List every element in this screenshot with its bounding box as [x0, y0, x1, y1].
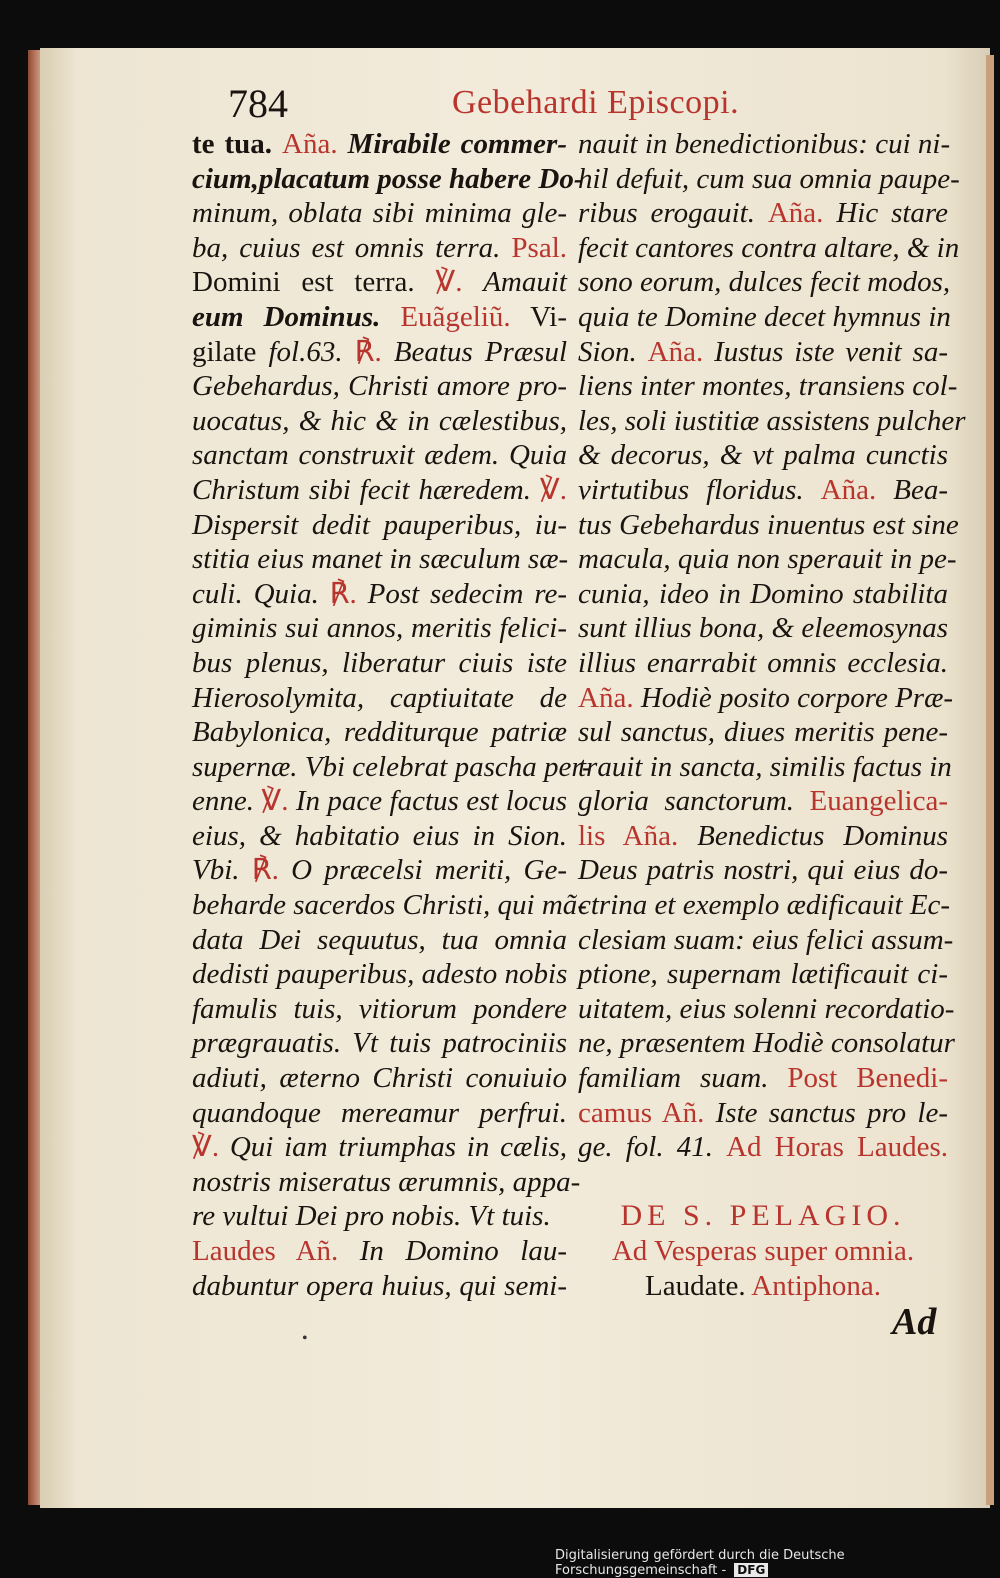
- text-segment: Domini est terra.: [192, 266, 436, 299]
- text-segment: ℟.: [251, 854, 292, 887]
- text-segment: minum, oblata sibi minima gle-: [192, 197, 567, 230]
- text-segment: sono eorum, dulces fecit modos,: [578, 266, 951, 299]
- text-segment: Deus patris nostri, qui eius do-: [578, 854, 948, 887]
- text-line: [192, 1269, 567, 1304]
- text-segment: dedisti pauperibus, adesto nobis: [192, 958, 568, 991]
- text-segment: Hierosolymita, captiuitate de: [192, 681, 567, 714]
- text-line: [578, 300, 951, 335]
- running-title: Gebehardi Episcopi.: [452, 84, 740, 121]
- text-line: [192, 1234, 567, 1269]
- text-segment: Antiphona.: [751, 1269, 881, 1302]
- text-line: [192, 196, 567, 231]
- text-segment: ℣.: [435, 266, 484, 299]
- text-segment: Aña.: [282, 128, 348, 160]
- text-line: [578, 819, 948, 854]
- text-line: [192, 438, 567, 473]
- credit-text: Digitalisierung gefördert durch die Deutsche Forschungsgemeinschaft -: [555, 1548, 845, 1578]
- text-line: [192, 715, 567, 750]
- text-segment: enne.: [192, 785, 262, 818]
- text-segment: supernæ. Vbi celebrat pascha per-: [192, 750, 592, 783]
- text-line: [192, 473, 567, 508]
- text-line: [578, 646, 948, 681]
- text-line: [578, 1199, 948, 1234]
- text-segment: lis Aña.: [578, 819, 698, 852]
- text-line: [192, 1096, 567, 1131]
- text-segment: & decorus, & vt palma cunctis: [578, 439, 948, 472]
- text-segment: O præcelsi meriti, Ge-: [291, 854, 567, 887]
- text-segment: Psal.: [511, 231, 567, 264]
- text-segment: ℟.: [329, 577, 368, 610]
- text-line: [192, 1061, 567, 1096]
- text-line: [578, 404, 966, 439]
- text-segment: Amauit: [483, 266, 567, 299]
- text-line: [192, 404, 567, 439]
- text-segment: Hic stare: [836, 197, 948, 230]
- text-segment: Iste sanctus pro le-: [715, 1096, 948, 1129]
- text-segment: trauit in sancta, similis factus in: [578, 750, 952, 783]
- text-segment: virtutibus floridus.: [578, 473, 821, 506]
- catchword: Ad: [892, 1301, 937, 1343]
- text-line: [578, 611, 948, 646]
- text-line: [192, 784, 567, 819]
- text-line: [578, 681, 954, 716]
- text-segment: Bea-: [893, 473, 948, 506]
- text-line: [578, 265, 951, 300]
- text-segment: Laudate.: [645, 1269, 752, 1302]
- text-segment: Aña.: [767, 197, 837, 230]
- text-line: [192, 611, 567, 646]
- text-line: [192, 1199, 567, 1234]
- text-line: [192, 853, 567, 888]
- text-segment: beharde sacerdos Christi, qui mã-: [192, 889, 587, 922]
- text-segment: Benedictus Dominus: [697, 819, 948, 852]
- text-line: [578, 162, 960, 197]
- text-segment: DE S. PELAGIO.: [620, 1199, 906, 1233]
- text-segment: liens inter montes, transiens col-: [578, 370, 958, 403]
- text-segment: eius, & habitatio eius in Sion.: [192, 819, 567, 852]
- text-segment: Gebehardus, Christi amore pro-: [192, 370, 567, 403]
- text-line: [192, 957, 567, 992]
- text-segment: quia te Domine decet hymnus in: [578, 300, 951, 333]
- text-segment: Euangelica-: [809, 785, 948, 818]
- text-line: [192, 1130, 567, 1165]
- text-segment: data Dei sequutus, tua omnia: [192, 923, 567, 956]
- text-segment: sunt illius bona, & eleemosynas: [578, 612, 948, 645]
- text-segment: hil defuit, cum sua omnia paupe-: [578, 162, 960, 195]
- text-segment: In pace factus est locus: [295, 785, 568, 818]
- book-edge-right: [986, 55, 994, 1505]
- text-line: [192, 1165, 581, 1200]
- text-segment: quandoque mereamur perfrui.: [192, 1096, 567, 1129]
- text-segment: dabuntur opera huius, qui semi-: [192, 1269, 567, 1302]
- text-segment: clesiam suam: eius felici assum-: [578, 923, 954, 956]
- text-segment: In Domino lau-: [359, 1235, 567, 1267]
- text-line: [578, 196, 948, 231]
- text-segment: sul sanctus, diues meritis pene-: [578, 716, 948, 749]
- text-segment: ℟.: [354, 335, 394, 368]
- text-line: [578, 1165, 948, 1200]
- text-segment: Qui iam triumphas in cælis,: [229, 1131, 567, 1164]
- text-line: [578, 1234, 948, 1269]
- text-segment: uocatus, & hic & in cælestibus,: [192, 404, 567, 437]
- text-line: [578, 577, 948, 612]
- text-line: [578, 231, 960, 266]
- text-line: [192, 265, 567, 300]
- text-line: [578, 473, 948, 508]
- text-line: [578, 1026, 955, 1061]
- text-segment: Aña.: [647, 335, 715, 368]
- text-segment: fecit cantores contra altare, & in: [578, 231, 960, 264]
- text-line: [192, 231, 567, 266]
- text-segment: culi. Quia.: [192, 577, 330, 610]
- text-line: [192, 888, 587, 923]
- text-line: [578, 784, 948, 819]
- text-line: [192, 750, 592, 785]
- text-segment: famulis tuis, vitiorum pondere: [192, 992, 567, 1025]
- text-segment: gilate: [192, 335, 269, 368]
- text-segment: Beatus Præsul: [393, 335, 568, 368]
- text-segment: eum Dominus.: [192, 300, 401, 333]
- text-line: [192, 681, 567, 716]
- text-segment: Christum sibi fecit hæredem.: [192, 473, 540, 506]
- text-line: [578, 369, 958, 404]
- text-line: [578, 1096, 948, 1131]
- page-number: 784: [228, 81, 288, 126]
- text-line: [578, 1269, 948, 1304]
- text-segment: cium,placatum posse habere Do-: [192, 162, 584, 195]
- text-segment: Ad Horas Laudes.: [726, 1131, 948, 1164]
- text-segment: Dispersit dedit pauperibus, iu-: [192, 508, 567, 541]
- text-segment: cunia, ideo in Domino stabilita: [578, 577, 948, 610]
- text-segment: familiam suam.: [578, 1062, 788, 1095]
- text-segment: ribus erogauit.: [578, 197, 768, 230]
- digitization-credit: [555, 1548, 1000, 1578]
- text-segment: uitatem, eius solenni recordatio-: [578, 992, 955, 1025]
- text-segment: adiuti, æterno Christi conuiuio: [192, 1062, 567, 1095]
- text-line: [578, 957, 948, 992]
- text-line: [192, 335, 567, 370]
- text-line: [578, 438, 948, 473]
- text-segment: Mirabile commer-: [347, 128, 567, 160]
- text-segment: ne, præsentem Hodiè consolatur: [578, 1027, 955, 1060]
- text-line: [192, 300, 567, 335]
- text-line: [578, 335, 948, 370]
- text-segment: Vi-: [530, 300, 567, 333]
- text-segment: bus plenus, liberatur ciuis iste: [192, 646, 567, 679]
- text-line: [192, 646, 567, 681]
- text-segment: gloria sanctorum.: [578, 785, 810, 818]
- text-segment: Ad Vesperas super omnia.: [611, 1235, 915, 1267]
- text-line: [192, 819, 567, 854]
- text-segment: giminis sui annos, meritis felici-: [192, 612, 567, 645]
- text-segment: ge. fol. 41.: [578, 1131, 727, 1164]
- text-line: [192, 923, 567, 958]
- text-segment: Laudes Añ.: [192, 1235, 360, 1267]
- text-segment: Sion.: [578, 335, 648, 368]
- text-segment: ba, cuius est omnis terra.: [192, 231, 512, 264]
- text-line: [578, 923, 954, 958]
- text-segment: Vbi.: [192, 854, 252, 887]
- text-line: [578, 750, 952, 785]
- text-segment: Aña.: [578, 681, 641, 714]
- text-segment: Euãgeliũ.: [400, 300, 531, 333]
- text-segment: Babylonica, redditurque patriæ: [192, 716, 567, 749]
- text-segment: ℣.: [539, 473, 567, 506]
- text-segment: Post sedecim re-: [367, 577, 567, 610]
- text-line: [578, 888, 951, 923]
- left-text-column: [192, 127, 592, 1303]
- text-line: [578, 715, 948, 750]
- text-line: [578, 542, 957, 577]
- text-line: [192, 992, 567, 1027]
- text-segment: stitia eius manet in sæculum sæ-: [192, 543, 569, 576]
- text-line: [578, 508, 959, 543]
- text-segment: illius enarrabit omnis ecclesia.: [578, 646, 948, 679]
- text-line: [192, 162, 584, 197]
- text-segment: nostris miseratus ærumnis, appa-: [192, 1165, 581, 1198]
- text-line: [578, 853, 948, 888]
- text-line: [192, 127, 567, 162]
- text-segment: ctrina et exemplo ædificauit Ec-: [578, 889, 951, 922]
- text-line: [192, 508, 567, 543]
- dfg-logo[interactable]: DFG: [734, 1563, 768, 1577]
- text-segment: te tua.: [192, 128, 283, 160]
- text-line: [192, 1026, 567, 1061]
- text-segment: nauit in benedictionibus: cui ni-: [578, 128, 951, 160]
- text-segment: Iustus iste venit sa-: [714, 335, 949, 368]
- text-segment: ℣.: [261, 785, 296, 818]
- text-line: [192, 577, 567, 612]
- text-segment: camus Añ.: [578, 1096, 716, 1129]
- text-line: [192, 542, 567, 577]
- text-line: [192, 369, 567, 404]
- text-segment: Aña.: [820, 473, 894, 506]
- text-line: [578, 127, 951, 162]
- text-line: [578, 992, 955, 1027]
- text-segment: tus Gebehardus inuentus est sine: [578, 508, 959, 541]
- text-segment: prægrauatis. Vt tuis patrociniis: [192, 1027, 567, 1060]
- ink-mark: •: [302, 1330, 308, 1347]
- text-segment: re vultui Dei pro nobis. Vt tuis.: [192, 1200, 551, 1233]
- text-segment: sanctam construxit ædem. Quia: [192, 439, 567, 472]
- text-segment: macula, quia non sperauit in pe-: [578, 543, 957, 576]
- text-segment: Post Benedi-: [787, 1062, 948, 1095]
- text-segment: fol.63.: [268, 335, 355, 368]
- text-line: [578, 1061, 948, 1096]
- text-segment: ptione, supernam lætificauit ci-: [578, 958, 948, 991]
- text-segment: Hodiè posito corpore Præ-: [640, 681, 954, 714]
- text-segment: les, soli iustitiæ assistens pulcher: [578, 404, 966, 437]
- text-segment: ℣.: [192, 1131, 230, 1164]
- text-line: [578, 1130, 948, 1165]
- right-text-column: [578, 127, 966, 1303]
